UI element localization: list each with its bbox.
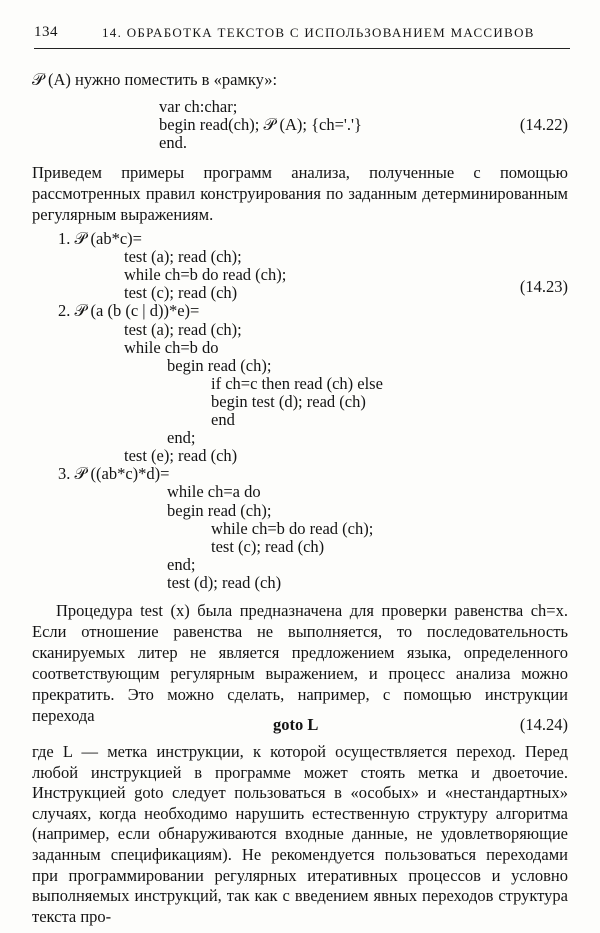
code-line: test (c); read (ch) xyxy=(124,283,238,303)
code-line: if ch=c then read (ch) else xyxy=(211,373,383,393)
code-line: end xyxy=(211,410,235,429)
header-rule xyxy=(34,48,570,49)
code-line: 1. 𝒫 (ab*c)= xyxy=(58,229,142,248)
code-line: begin read(ch); 𝒫 (A); {ch='.'} xyxy=(159,115,362,134)
page-number: 134 xyxy=(34,24,58,40)
code-line: 3. 𝒫 ((ab*c)*d)= xyxy=(58,464,170,484)
code-line: end; xyxy=(167,428,196,448)
code-line: test (a); read (ch); xyxy=(124,247,242,267)
code-line: test (c); read (ch) xyxy=(211,536,325,556)
running-title: 14. ОБРАБОТКА ТЕКСТОВ С ИСПОЛЬЗОВАНИЕМ МАССИВОВ xyxy=(102,25,535,40)
code-line: while ch=b do xyxy=(124,337,219,357)
code-line: var ch:char; xyxy=(159,97,238,116)
code-line: test (d); read (ch) xyxy=(167,572,282,592)
code-line: while ch=b do read (ch); xyxy=(211,518,374,538)
page-header xyxy=(34,24,570,46)
code-line: end. xyxy=(159,133,187,152)
goto-statement: goto L xyxy=(273,715,319,734)
code-line: 2. 𝒫 (a (b (c | d))*e)= xyxy=(58,301,200,321)
code-line: begin test (d); read (ch) xyxy=(211,391,366,411)
code-line: begin read (ch); xyxy=(167,500,272,520)
code-line: while ch=a do xyxy=(167,482,261,502)
equation-number: (14.24) xyxy=(519,715,568,734)
equation-number: (14.22) xyxy=(519,115,568,134)
equation-number: (14.23) xyxy=(519,277,568,296)
intro-line: 𝒫 (A) нужно поместить в «рамку»: xyxy=(32,70,278,89)
code-line: begin read (ch); xyxy=(167,355,272,375)
paragraph: где L — метка инструкции, к которой осуществляется переход. Перед любой инструкцией в программе может стоять метка и двоеточие. Инструкцией goto следует пользоваться в «особых» и «нестандартных» случаях, когда необходимо нарушить естественную структуру алгоритма (например, если обнаруживаются входные данные, не удовлетворяющие заданным спецификациям). Не рекомендуется пользоваться переходами при программировании регулярных итеративных процессов и условно выполняемых инструкций, так как с введением явных переходов структура текста про- xyxy=(32,742,568,926)
code-line: while ch=b do read (ch); xyxy=(124,265,287,285)
code-line: test (a); read (ch); xyxy=(124,319,242,339)
paragraph: Приведем примеры программ анализа, полученные с помощью рассмотренных правил конструирования по заданным детерминированным регулярным выражениям. xyxy=(32,163,568,224)
code-line: test (e); read (ch) xyxy=(124,446,238,466)
code-line: end; xyxy=(167,554,196,574)
paragraph: Процедура test (x) была предназначена для проверки равенства ch=x. Если отношение равенства не выполняется, то последовательность сканируемых литер не является предложением языка, определенного соответствующим регулярным выражением, и процесс анализа можно прекратить. Это можно сделать, например, с помощью инструкции перехода xyxy=(32,601,568,725)
